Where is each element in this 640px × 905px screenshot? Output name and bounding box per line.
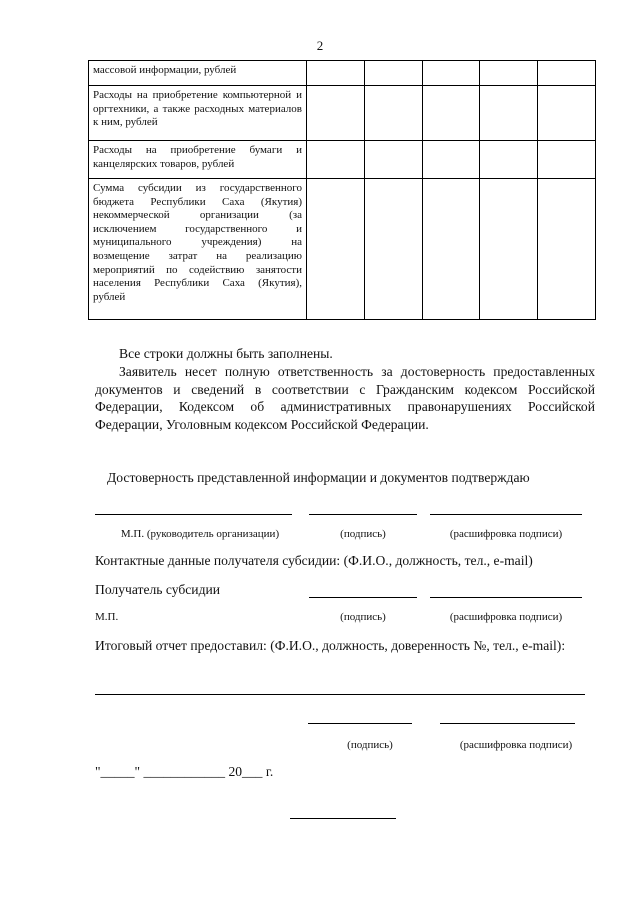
table-cell — [422, 141, 480, 179]
financial-table — [88, 60, 596, 320]
table-row — [89, 86, 596, 141]
table-cell — [538, 86, 596, 141]
signature-caption: (подпись) — [340, 611, 386, 623]
table-row-label: Сумма субсидии из государственного бюджета Республики Саха (Якутия) некоммерческой организации (за исключением государственного и муниципального учреждения) на возмещение затрат на реализацию мероприятий по содействию занятости населения Республики Саха (Якутия), рублей — [89, 179, 307, 320]
table-cell — [364, 61, 422, 86]
table-cell — [307, 86, 365, 141]
table-cell — [480, 86, 538, 141]
footer-line — [290, 818, 396, 819]
org-head-line — [95, 514, 292, 515]
table-row-label: массовой информации, рублей — [89, 61, 307, 86]
table-cell — [538, 179, 596, 320]
signature-line — [309, 514, 417, 515]
signature-line — [309, 597, 417, 598]
date-line: "_____" ____________ 20___ г. — [95, 764, 274, 779]
table-row — [89, 61, 596, 86]
table-cell — [422, 179, 480, 320]
page-number: 2 — [316, 38, 324, 53]
table-cell — [364, 141, 422, 179]
recipient-label: Получатель субсидии — [95, 582, 221, 597]
decoding-caption: (расшифровка подписи) — [459, 739, 573, 751]
signature-line — [308, 723, 412, 724]
table-cell — [538, 61, 596, 86]
decoding-line — [430, 597, 582, 598]
mp-head-caption: М.П. (руководитель организации) — [120, 528, 280, 540]
signature-caption: (подпись) — [347, 739, 393, 751]
decoding-line — [430, 514, 582, 515]
table-cell — [364, 179, 422, 320]
note-responsibility: Заявитель несет полную ответственность за достоверность предоставленных документов и сведений в соответствии с Гражданским кодексом Российской Федерации, Кодексом об административных правонарушениях Российской Федерации, Уголовным кодексом Российской Федерации. — [95, 364, 595, 432]
mp-caption: М.П. — [95, 611, 119, 623]
confirm-text: Достоверность представленной информации и документов подтверждаю — [107, 470, 530, 485]
decoding-caption: (расшифровка подписи) — [449, 611, 563, 623]
contact-text: Контактные данные получателя субсидии: (Ф.И.О., должность, тел., e-mail) — [95, 553, 533, 568]
table-cell — [538, 141, 596, 179]
signature-caption: (подпись) — [340, 528, 386, 540]
table-cell — [422, 61, 480, 86]
note-all-rows: Все строки должны быть заполнены. — [119, 346, 333, 361]
table-cell — [480, 179, 538, 320]
decoding-caption: (расшифровка подписи) — [449, 528, 563, 540]
table-cell — [480, 61, 538, 86]
table-cell — [307, 61, 365, 86]
report-by-line — [95, 694, 585, 695]
table-cell — [364, 86, 422, 141]
table-row-label: Расходы на приобретение бумаги и канцелярских товаров, рублей — [89, 141, 307, 179]
report-by-text: Итоговый отчет предоставил: (Ф.И.О., должность, доверенность №, тел., e-mail): — [95, 638, 566, 653]
table-row — [89, 179, 596, 320]
table-cell — [422, 86, 480, 141]
decoding-line — [440, 723, 575, 724]
table-cell — [307, 179, 365, 320]
table-row-label: Расходы на приобретение компьютерной и оргтехники, а также расходных материалов к ним, рублей — [89, 86, 307, 141]
table-cell — [307, 141, 365, 179]
table-cell — [480, 141, 538, 179]
table-row — [89, 141, 596, 179]
